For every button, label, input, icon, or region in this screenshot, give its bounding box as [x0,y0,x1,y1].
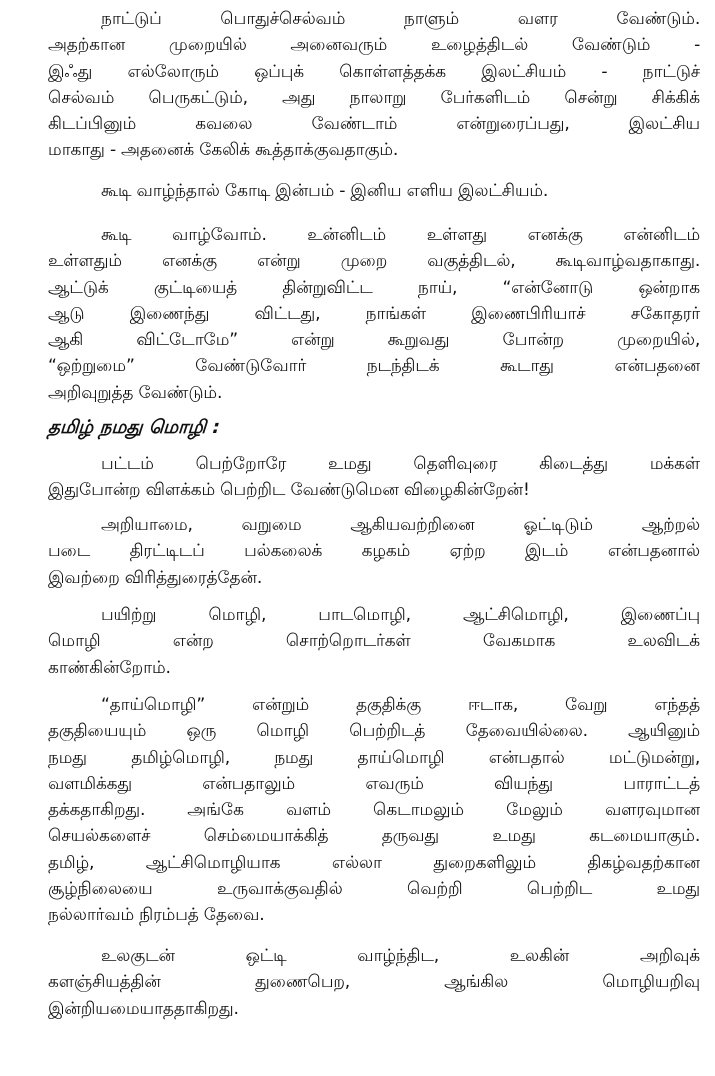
text-line: அறிவுறுத்த வேண்டும். [48,382,223,403]
text-line: படை திரட்டிடப் பல்கலைக் கழகம் ஏற்ற இடம் என்பதனால் [48,541,700,562]
text-line: தமிழ், ஆட்சிமொழியாக எல்லா துறைகளிலும் திகழ்வதற்கான [48,852,700,873]
paragraph [48,512,700,591]
text-line: கிடப்பினும் கவலை வேண்டாம் என்றுரைப்பது, இலட்சிய [48,114,700,135]
paragraph [48,602,700,681]
paragraph [48,943,700,1022]
text-line: களஞ்சியத்தின் துணைபெற, ஆங்கில மொழியறிவு [48,972,700,993]
text-line: உள்ளதும் எனக்கு என்று முறை வகுத்திடல், கூடிவாழ்வதாகாது. [48,251,700,272]
text-line: “தாய்மொழி” என்றும் தகுதிக்கு ஈடாக, வேறு எந்தத் [101,695,700,715]
text-line: கூடி வாழ்வோம். உன்னிடம் உள்ளது எனக்கு என்னிடம் [101,225,700,245]
text-line: பயிற்று மொழி, பாடமொழி, ஆட்சிமொழி, இணைப்பு [101,605,700,625]
text-line: தக்கதாகிறது. அங்கே வளம் கெடாமலும் மேலும் வளரவுமான [48,800,700,821]
text-line: செல்வம் பெருகட்டும், அது நாலாறு பேர்களிடம் சென்று சிக்கிக் [48,87,700,108]
text-line: உலகுடன் ஒட்டி வாழ்ந்திட, உலகின் அறிவுக் [101,946,700,966]
text-line: வளமிக்கது என்பதாலும் எவரும் வியந்து பாராட்டத் [48,773,700,794]
text-line: காண்கின்றோம். [48,657,171,678]
text-line: பட்டம் பெற்றோரே உமது தெளிவுரை கிடைத்து மக்கள் [101,454,700,474]
text-line: இவற்றை விரித்துரைத்தேன். [48,567,262,588]
text-line: கூடி வாழ்ந்தால் கோடி இன்பம் - இனிய எளிய இலட்சியம். [101,181,549,201]
text-line: இஃது எல்லோரும் ஒப்புக் கொள்ளத்தக்க இலட்சியம் - நாட்டுச் [48,61,700,82]
text-line: நாட்டுப் பொதுச்செல்வம் நாளும் வளர வேண்டும். [101,9,700,29]
text-line: ஆட்டுக் குட்டியைத் தின்றுவிட்ட நாய், “என்னோடு ஒன்றாக [48,277,700,298]
text-line: மொழி என்ற சொற்றொடர்கள் வேகமாக உலவிடக் [48,631,700,652]
text-line: அதற்கான முறையில் அனைவரும் உழைத்திடல் வேண்டும் - [48,35,700,56]
paragraph [48,451,700,504]
text-line: அறியாமை, வறுமை ஆகியவற்றினை ஓட்டிடும் ஆற்றல் [101,515,700,535]
section-heading: தமிழ் நமது மொழி : [47,417,221,438]
paragraph [48,222,700,406]
text-line: நல்லார்வம் நிரம்பத் தேவை. [48,905,265,926]
text-line: தகுதியையும் ஒரு மொழி பெற்றிடத் தேவையில்லை. ஆயினும் [48,721,700,742]
text-line: மாகாது - அதனைக் கேலிக் கூத்தாக்குவதாகும். [48,140,399,161]
text-line: ஆடு இணைந்து விட்டது, நாங்கள் இணைபிரியாச் சகோதரர் [48,303,700,324]
text-line: ஆகி விட்டோமே” என்று கூறுவது போன்ற முறையில், [48,330,700,351]
paragraph [48,692,700,929]
text-line: நமது தமிழ்மொழி, நமது தாய்மொழி என்பதால் மட்டுமன்று, [48,747,700,768]
text-line: இன்றியமையாததாகிறது. [48,998,239,1019]
text-line: இதுபோன்ற விளக்கம் பெற்றிட வேண்டுமென விழைகின்றேன்! [48,480,530,501]
text-line: “ஒற்றுமை” வேண்டுவோர் நடந்திடக் கூடாது என்பதனை [48,356,700,377]
text-line: செயல்களைச் செம்மையாக்கித் தருவது உமது கடமையாகும். [48,826,700,847]
text-line: சூழ்நிலையை உருவாக்குவதில் வெற்றி பெற்றிட உமது [48,879,700,900]
paragraph [48,6,700,164]
paragraph [48,178,700,204]
